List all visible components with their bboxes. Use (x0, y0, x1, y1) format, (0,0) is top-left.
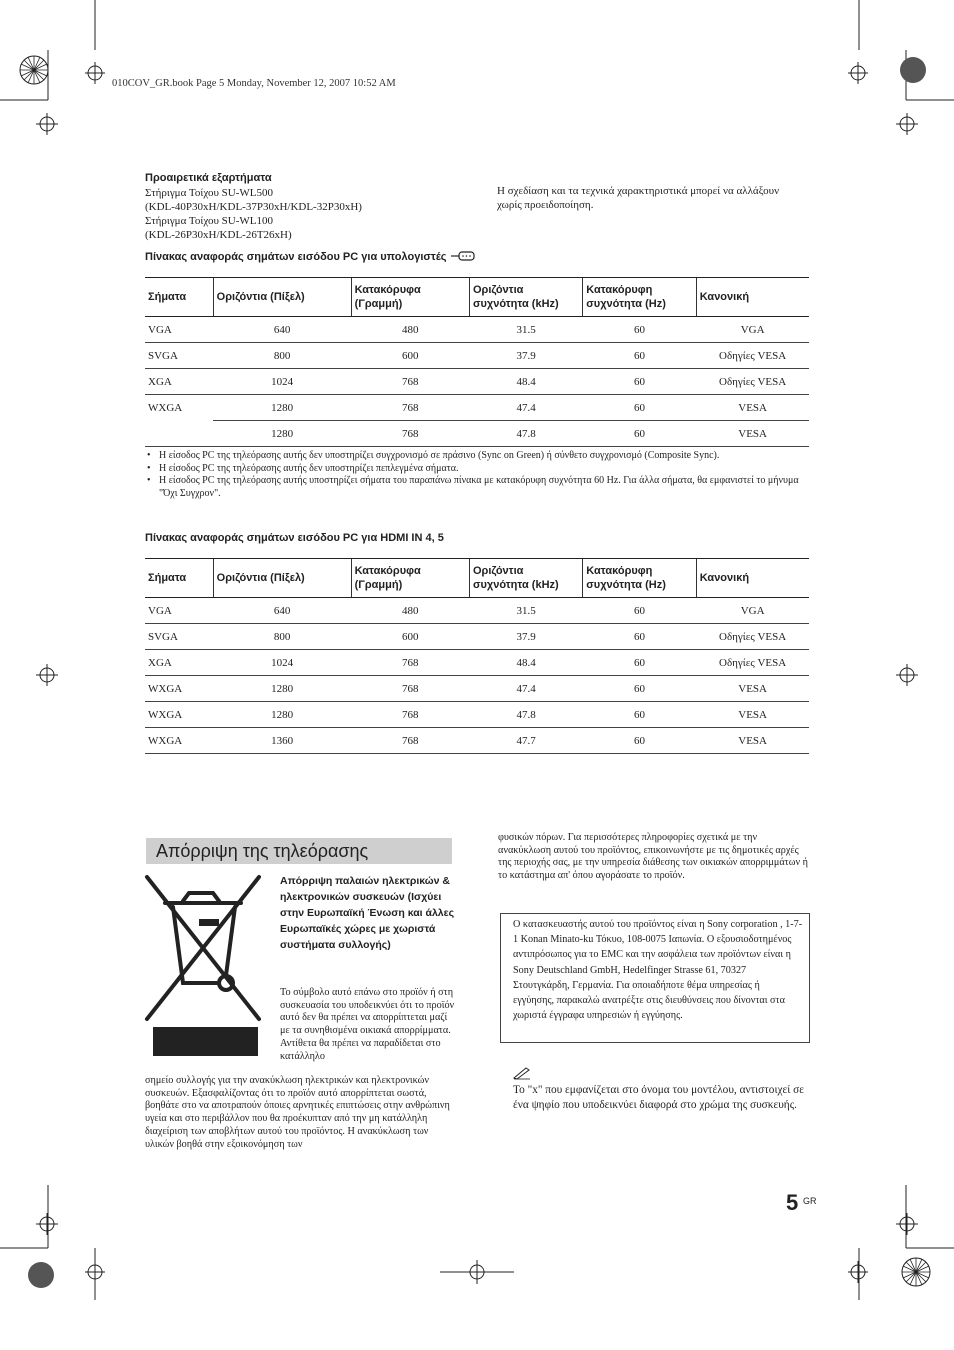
table-cell: 1280 (213, 676, 351, 702)
registration-cross-icon (896, 1213, 918, 1235)
column-header: Σήματα (145, 278, 213, 317)
table-cell: VESA (696, 728, 809, 754)
weee-text-right: φυσικών πόρων. Για περισσότερες πληροφορίες σχετικά με την ανακύκλωση αυτού του προϊόντος, επικοινωνήστε με τις δημοτικές αρχές της περιοχής σας, με την υπηρεσία διάθεσης των οικιακών απορριμμάτων ή το κατάστημα απ' όπου αγοράσατε το προϊόν. (498, 832, 808, 882)
table-cell: Οδηγίες VESA (696, 650, 809, 676)
table-cell: 768 (351, 421, 469, 447)
table-cell: VESA (696, 676, 809, 702)
column-header: Κατακόρυφη συχνότητα (Hz) (583, 559, 696, 598)
table-row (145, 369, 809, 395)
table-cell: 31.5 (469, 317, 582, 343)
registration-cross-icon (36, 664, 58, 686)
model-x-note: Το "x" που εμφανίζεται στο όνομα του μοντέλου, αντιστοιχεί σε ένα ψηφίο που υποδεικνύει διαφορά στο χρώμα της συσκευής. (513, 1084, 804, 1112)
table-header-row (145, 559, 809, 598)
table-cell: 640 (213, 598, 351, 624)
section-title-disposal: Απόρριψη της τηλεόρασης (146, 838, 452, 864)
table-cell: VGA (696, 317, 809, 343)
table-cell: 640 (213, 317, 351, 343)
table-cell: WXGA (145, 676, 213, 702)
table-row (145, 676, 809, 702)
accessory-line: (KDL-40P30xH/KDL-37P30xH/KDL-32P30xH) (145, 201, 362, 213)
column-header: Σήματα (145, 559, 213, 598)
table-cell: 47.8 (469, 702, 582, 728)
registration-cross-icon (36, 113, 58, 135)
table-header-row (145, 278, 809, 317)
accessory-line: Στήριγμα Τοίχου SU-WL500 (145, 187, 273, 199)
design-change-note: Η σχεδίαση και τα τεχνικά χαρακτηριστικά μπορεί να αλλάξουν χωρίς προειδοποίηση. (497, 185, 780, 211)
weee-text: Το σύμβολο αυτό επάνω στο προϊόν ή στη συσκευασία του υποδεικνύει ότι το προϊόν αυτό δεν θα πρέπει να απορρίπτεται μαζί με τα συνηθισμένα οικιακά απορρίμματα. Αντίθετα θα πρέπει να παραδίδεται στο κατάλληλο (280, 987, 455, 1062)
table-cell: VESA (696, 702, 809, 728)
registration-cross-icon (85, 1261, 105, 1283)
table2-title: Πίνακας αναφοράς σημάτων εισόδου PC για HDMI IN 4, 5 (145, 532, 444, 544)
table-cell: 1024 (213, 650, 351, 676)
calibration-disc-icon (20, 56, 48, 84)
table-cell: Οδηγίες VESA (696, 369, 809, 395)
table-cell: 600 (351, 343, 469, 369)
table-cell: 48.4 (469, 369, 582, 395)
table-cell: 480 (351, 598, 469, 624)
column-header: Οριζόντια συχνότητα (kHz) (469, 278, 582, 317)
registration-cross-icon (36, 1213, 58, 1235)
table-cell: 47.7 (469, 728, 582, 754)
table-row (145, 650, 809, 676)
table-cell: 47.4 (469, 676, 582, 702)
table-cell: 60 (583, 702, 696, 728)
table-cell: SVGA (145, 624, 213, 650)
registration-cross-icon (896, 113, 918, 135)
table-row (145, 317, 809, 343)
column-header: Κανονική (696, 559, 809, 598)
table-cell: 768 (351, 702, 469, 728)
table-cell: 60 (583, 624, 696, 650)
page-language: GR (803, 1196, 817, 1206)
accessories-title: Προαιρετικά εξαρτήματα (145, 172, 272, 184)
manufacturer-info-box: Ο κατασκευαστής αυτού του προϊόντος είναι η Sony corporation , 1-7-1 Konan Minato-ku Τόκυο, 108-0075 Ιαπωνία. Ο εξουσιοδοτημένος αντιπρόσωπος για το EMC και την ασφάλεια των προϊόντων είναι η Sony Deutschland GmbH, Hedelfinger Strasse 61, 70327 Στουτγκάρδη, Γερμανία. Για οποιαδήποτε θέμα υπηρεσίας ή εγγύησης, παρακαλώ ανατρέξτε στις διευθύνσεις που δίνονται στα χωριστά έγγραφα υπηρεσιών ή εγγύησης. (500, 913, 810, 1043)
accessory-line: Στήριγμα Τοίχου SU-WL100 (145, 215, 273, 227)
registration-cross-icon (848, 1261, 868, 1283)
pc-input-icon (450, 250, 476, 262)
registration-cross-icon (896, 664, 918, 686)
print-header: 010COV_GR.book Page 5 Monday, November 12, 2007 10:52 AM (112, 78, 396, 89)
column-header: Κατακόρυφα (Γραμμή) (351, 559, 469, 598)
table-cell: VESA (696, 421, 809, 447)
table-cell: Οδηγίες VESA (696, 624, 809, 650)
table-cell: 60 (583, 650, 696, 676)
table-row (145, 728, 809, 754)
registration-cross-icon (85, 62, 105, 84)
table-cell: 31.5 (469, 598, 582, 624)
table-cell: 60 (583, 317, 696, 343)
signal-table-hdmi (145, 558, 809, 754)
column-header: Οριζόντια συχνότητα (kHz) (469, 559, 582, 598)
table-cell: 60 (583, 676, 696, 702)
table-cell: 60 (583, 728, 696, 754)
table-cell: VGA (696, 598, 809, 624)
table-cell: 1280 (213, 421, 351, 447)
calibration-disc-icon (28, 1262, 54, 1288)
table-cell: 768 (351, 676, 469, 702)
table-cell: 47.4 (469, 395, 582, 421)
table-cell: 60 (583, 343, 696, 369)
column-header: Κατακόρυφη συχνότητα (Hz) (583, 278, 696, 317)
table-cell: 1280 (213, 395, 351, 421)
calibration-disc-icon (900, 57, 926, 83)
table-cell: 768 (351, 395, 469, 421)
weee-heading: Απόρριψη παλαιών ηλεκτρικών & ηλεκτρονικών συσκευών (Ισχύει στην Ευρωπαϊκή Ένωση και άλλες Ευρωπαϊκές χώρες με χωριστά συστήματα συλλογής) (280, 875, 455, 951)
bin-bar-icon (153, 1027, 258, 1056)
table-cell (145, 421, 213, 447)
table-cell: 60 (583, 369, 696, 395)
table-cell: 600 (351, 624, 469, 650)
accessory-line: (KDL-26P30xH/KDL-26T26xH) (145, 229, 292, 241)
list-item: • Η είσοδος PC της τηλεόρασης αυτής δεν υποστηρίζει συγχρονισμό σε πράσινο (Sync on Green) ή σύνθετο συγχρονισμό (Composite Sync). (145, 450, 809, 463)
table-cell: 60 (583, 395, 696, 421)
table-cell: VGA (145, 598, 213, 624)
table-row (145, 421, 809, 447)
table-row (145, 598, 809, 624)
table1-title: Πίνακας αναφοράς σημάτων εισόδου PC για υπολογιστές (145, 250, 476, 263)
table-cell: 47.8 (469, 421, 582, 447)
registration-cross-icon (848, 62, 868, 84)
table-row (145, 702, 809, 728)
list-item: • Η είσοδος PC της τηλεόρασης αυτής δεν υποστηρίζει πεπλεγμένα σήματα. (145, 463, 809, 476)
column-header: Κατακόρυφα (Γραμμή) (351, 278, 469, 317)
table-cell: 37.9 (469, 343, 582, 369)
table-cell: SVGA (145, 343, 213, 369)
table-cell: 60 (583, 421, 696, 447)
table-cell: 1280 (213, 702, 351, 728)
page-number: 5 (786, 1190, 799, 1215)
table-row (145, 395, 809, 421)
list-item: • Η είσοδος PC της τηλεόρασης αυτής υποστηρίζει σήματα του παραπάνω πίνακα με κατακόρυφη συχνότητα 60 Hz. Για άλλα σήματα, θα εμφανιστεί το μήνυμα "Όχι Συγχρον". (145, 475, 809, 500)
table-row (145, 343, 809, 369)
table-cell: 768 (351, 650, 469, 676)
table-cell: WXGA (145, 728, 213, 754)
signal-table-pc (145, 277, 809, 447)
column-header: Οριζόντια (Πίξελ) (213, 559, 351, 598)
table-cell: XGA (145, 369, 213, 395)
calibration-disc-icon (902, 1258, 930, 1286)
table-cell: 1024 (213, 369, 351, 395)
table-row (145, 624, 809, 650)
weee-text-continued: σημείο συλλογής για την ανακύκλωση ηλεκτρικών και ηλεκτρονικών συσκευών. Εξασφαλίζοντας ότι το προϊόν αυτό απορρίπτεται σωστά, βοηθάτε στο να αποτραπούν όποιες αρνητικές επιπτώσεις στην ανθρώπινη υγεία και στο περιβάλλον που θα προέκυπταν από την μη κατάλληλη διαχείριση των αποβλήτων αυτού του προϊόντος. Η ανακύκλωση των υλικών βοηθά στην εξοικονόμηση των (145, 1075, 450, 1150)
table-cell: VGA (145, 317, 213, 343)
table-cell: VESA (696, 395, 809, 421)
crossed-out-bin-icon (143, 873, 267, 1059)
table-cell: 800 (213, 343, 351, 369)
table-cell: 480 (351, 317, 469, 343)
table-cell: 37.9 (469, 624, 582, 650)
table-cell: 768 (351, 728, 469, 754)
pc-input-notes (145, 450, 809, 500)
table-cell: Οδηγίες VESA (696, 343, 809, 369)
table-cell: 48.4 (469, 650, 582, 676)
note-pencil-icon (512, 1066, 532, 1080)
table-cell: XGA (145, 650, 213, 676)
table-cell: WXGA (148, 401, 183, 414)
table-cell: 1360 (213, 728, 351, 754)
column-header: Οριζόντια (Πίξελ) (213, 278, 351, 317)
table-cell: 60 (583, 598, 696, 624)
table-cell: WXGA (145, 702, 213, 728)
column-header: Κανονική (696, 278, 809, 317)
table-cell: 800 (213, 624, 351, 650)
table-cell: 768 (351, 369, 469, 395)
